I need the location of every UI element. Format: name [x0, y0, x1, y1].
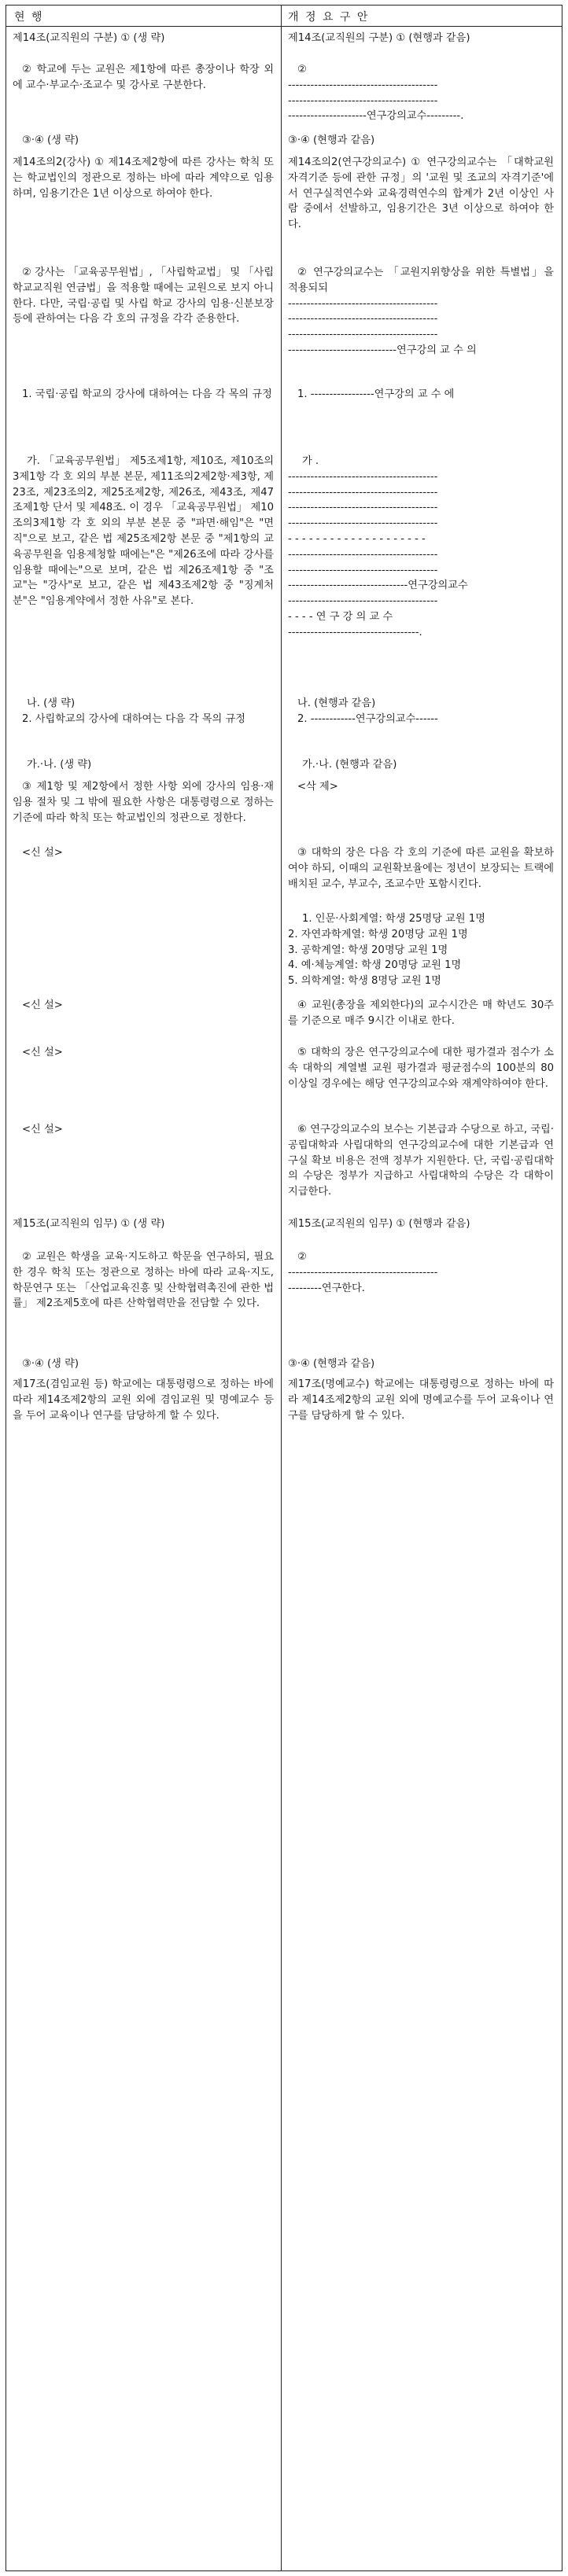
- proposed-text: 2. ------------연구강의교수------: [297, 713, 438, 725]
- current-text: ③·④ (생 략): [22, 134, 79, 146]
- current-text: 가. 「교육공무원법」 제5조제1항, 제10조, 제10조의3제1항 각 호 외의 부분 본문, 제11조의2제2항·제3항, 제23조, 제23조의2, 제25조제2항, 제26조, 제43조, 제47조제1항 단서 및 제48조. 이 경우 「교육공무원법」 제10조의3제1항 각 호 외의 부분 본문 중 "파면·해임"은 "면직"으로 보고, 같은 법 제25조제2항 본문 중 "제1항의 교육공무원을 임용제청할 때에는"은 "제26조에 따라 강사를 임용할 때에는"으로 보며, 같은 법 제26조제1항 중 "조교"는 "강사"로 보고, 같은 법 제43조제2항 중 "징계처분"은 "임용계약에서 정한 사유"로 본다.: [13, 455, 274, 608]
- current-text: ② 교원은 학생을 교육·지도하고 학문을 연구하되, 필요한 경우 학칙 또는 정관으로 정하는 바에 따라 교육·지도, 학문연구 또는 「산업교육진흥 및 산학협력촉진에 관한 법률」 제2조제5호에 따른 산학협력만을 전담할 수 있다.: [13, 1251, 274, 1310]
- proposed-text: ⑤ 대학의 장은 연구강의교수에 대한 평가결과 점수가 소속 대학의 계열별 교원 평가결과 평균점수의 100분의 80 이상일 경우에는 해당 연구강의교수와 재계약하여야 한다.: [288, 1047, 554, 1090]
- current-text: ② 학교에 두는 교원은 제1항에 따른 총장이나 학장 외에 교수·부교수·조교수 및 강사로 구분한다.: [13, 64, 274, 91]
- current-text: ③·④ (생 략): [22, 1358, 79, 1370]
- proposed-text: 제15조(교직원의 임무) ① (현행과 같음): [288, 1218, 470, 1230]
- proposed-text: ③ 대학의 장은 다음 각 호의 기준에 따른 교원을 확보하여야 하되, 이때의 교원확보율에는 정년이 보장되는 트랙에 배치된 교수, 부교수, 조교수만 포함시킨다.: [288, 847, 554, 890]
- table-header: [6, 6, 562, 27]
- proposed-text: ② ---------------------------------------- ---------------------------------------- ---------------------연구강의교수---------.: [288, 64, 464, 123]
- proposed-text: 가 . ---------------------------------------- ---------------------------------------- ---------------------------------------- ---------------------------------------- - - - - - - - - - - - - - - - - - - - - ---------------------------------------- ---------------------------------------- --------------------------------연구강의교수 ---------------------------------------- - - - - 연 구 강 의 교 수 -----------------------------------.: [288, 455, 468, 638]
- proposed-text: ③·④ (현행과 같음): [288, 134, 375, 146]
- proposed-text: ② ---------------------------------------- ---------연구한다.: [288, 1251, 438, 1294]
- current-text: 제15조(교직원의 임무) ① (생 략): [13, 1218, 165, 1230]
- current-text: <신 설>: [22, 847, 63, 859]
- proposed-text: ④ 교원(총장을 제외한다)의 교수시간은 매 학년도 30주를 기준으로 매주 9시간 이내로 한다.: [288, 999, 554, 1027]
- proposed-text: 제14조(교직원의 구분) ① (현행과 같음): [288, 32, 470, 44]
- proposed-text: 제14조의2(연구강의교수) ① 연구강의교수는 「대학교원 자격기준 등에 관한 규정」의 '교원 및 조교의 자격기준'에서 연구실적연수와 교육경력연수의 합계가 2년 이상인 사람 중에서 선발하고, 임용기간은 3년 이상으로 하여야 한다.: [288, 156, 554, 231]
- current-text: <신 설>: [22, 999, 63, 1011]
- proposed-text: ③·④ (현행과 같음): [288, 1358, 375, 1370]
- current-text: <신 설>: [22, 1124, 63, 1135]
- proposed-text: 나. (현행과 같음): [297, 697, 376, 709]
- proposed-list: 1. 인문·사회계열: 학생 25명당 교원 1명 2. 자연과학계열: 학생 20명당 교원 1명 3. 공학계열: 학생 20명당 교원 1명 4. 예·체능계열: 학생 20명당 교원 1명 5. 의학계열: 학생 8명당 교원 1명: [288, 913, 485, 988]
- current-text: 2. 사립학교의 강사에 대하여는 다음 각 목의 규정: [22, 713, 245, 725]
- header-current-label: 현 행: [14, 11, 44, 24]
- current-text: 제14조(교직원의 구분) ① (생 략): [13, 32, 165, 44]
- column-divider: [281, 6, 282, 2570]
- amendment-comparison-table: [6, 5, 562, 2571]
- proposed-text: 1. -----------------연구강의 교 수 에: [297, 388, 455, 400]
- proposed-text: 가.·나. (현행과 같음): [302, 759, 397, 771]
- proposed-text: <삭 제>: [297, 781, 338, 793]
- header-proposed-label: 개 정 요 구 안: [288, 11, 370, 24]
- current-text: <신 설>: [22, 1047, 63, 1058]
- current-text: 1. 국립·공립 학교의 강사에 대하여는 다음 각 목의 규정: [22, 388, 272, 400]
- current-text: 나. (생 략): [27, 697, 76, 709]
- proposed-text: ⑥ 연구강의교수의 보수는 기본급과 수당으로 하고, 국립·공립대학과 사립대학의 연구강의교수에 대한 기본급과 연구실 확보 비용은 전액 정부가 지원한다. 단, 국립·공립대학의 수당은 정부가 지급하고 사립대학의 수당은 각 대학이 지급한다.: [288, 1124, 554, 1198]
- proposed-text: ② 연구강의교수는 「교원지위향상을 위한 특별법」을 적용되되 ---------------------------------------- ---------------------------------------- ---------------------------------------- -----------------------------연구강의 교 수 의: [288, 267, 554, 356]
- current-text: ② 강사는 「교육공무원법」, 「사립학교법」 및 「사립학교교직원 연금법」을 적용할 때에는 교원으로 보지 아니한다. 다만, 국립·공립 및 사립 학교 강사의 임용·신분보장 등에 관하여는 다음 각 호의 규정을 각각 준용한다.: [13, 267, 274, 326]
- current-text: 제17조(겸임교원 등) 학교에는 대통령령으로 정하는 바에 따라 제14조제2항의 교원 외에 겸임교원 및 명예교수 등을 두어 교육이나 연구를 담당하게 할 수 있다.: [13, 1378, 274, 1422]
- current-text: ③ 제1항 및 제2항에서 정한 사항 외에 강사의 임용·재임용 절차 및 그 밖에 필요한 사항은 대통령령으로 정하는 기준에 따라 학칙 또는 학교법인의 정관으로 정한다.: [13, 781, 274, 824]
- proposed-text: 제17조(명예교수) 학교에는 대통령령으로 정하는 바에 따라 제14조제2항의 교원 외에 명예교수를 두어 교육이나 연구를 담당하게 할 수 있다.: [288, 1378, 554, 1422]
- current-text: 제14조의2(강사) ① 제14조제2항에 따른 강사는 학칙 또는 학교법인의 정관으로 정하는 바에 따라 계약으로 임용하며, 임용기간은 1년 이상으로 하여야 한다.: [13, 156, 274, 200]
- current-text: 가.·나. (생 략): [27, 759, 92, 771]
